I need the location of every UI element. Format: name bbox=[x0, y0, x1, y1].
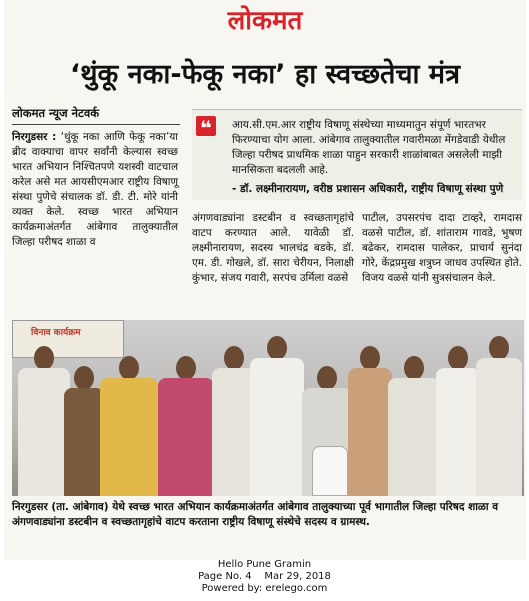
photo-dustbin bbox=[312, 446, 348, 496]
newspaper-clipping bbox=[4, 0, 526, 560]
pull-quote-attribution: - डॉ. लक्ष्मीनारायण, वरीष्ठ प्रशासन अधिकारी, राष्ट्रीय विषाणू संस्था पुणे bbox=[232, 183, 504, 195]
photo-caption: निरगुडसर (ता. आंबेगाव) येथे स्वच्छ भारत अभियान कार्यक्रमाअंतर्गत आंबेगाव तालुक्याच्या पूर्व भागातील जिल्हा परिषद शाळा व अंगणवाड्यांना डस्टबीन व स्वच्छतागृहांचे वाटप करताना राष्ट्रीय विषाणू संस्थेचे सदस्य व ग्रामस्थ. bbox=[12, 501, 499, 528]
photo-person bbox=[348, 346, 392, 496]
photo-person bbox=[436, 346, 480, 496]
pull-quote-text: आय.सी.एम.आर राष्ट्रीय विषाणू संस्थेच्या माध्यमातुन संपूर्ण भारतभर फिरण्याचा योग आला. आंबेगाव तालुक्यातील गवारीमळा मेंगडेवाडी येथील जिल्हा परीषद प्राथमिक शाळा पाहुन सरकारी शाळांबाबत असलेली माझी मानसिकता बदलली आहे. bbox=[232, 119, 506, 176]
page-footer bbox=[0, 559, 529, 595]
masthead bbox=[4, 6, 526, 36]
photo-person bbox=[64, 366, 104, 496]
article-column-3: पाटील, उपसरपंच दादा टाव्हरे, रामदास वळसे पाटील, डॉ. शांताराम गावडे, भुषण बढेकर, रामदास पालेकर, प्राचार्य सुनंदा गोरे, केंद्रप्रमुख शत्रुघ्न जाधव उपस्थित होते. विजय वळसे यांनी सुत्रसंचालन केले. bbox=[362, 212, 522, 284]
footer-edition: Hello Pune Gramin bbox=[217, 559, 312, 570]
photo-person bbox=[250, 336, 304, 496]
article-column-1-text: ‘थुंकू नका आणि फेकू नका’या ब्रीद वाक्याचा वापर सर्वांनी केल्यास स्वच्छ भारत अभियान निश्चितपणे यशस्वी वाटचाल करेल असे मत आयसीएमआर राष्ट्रीय विषाणू संस्था पुणेचे संचालक डॉ. डी. टी. मोरे यांनी व्यक्त केले. स्वच्छ भारत अभियान कार्यक्रमाअंतर्गत आंबेगाव तालुक्यातील जिल्हा परीषद शाळा व bbox=[12, 131, 178, 248]
article-column-2: अंगणवाड्यांना डस्टबीन व स्वच्छतागृहांचे वाटप करण्यात आले. यावेळी डॉ. लक्ष्मीनारायण, सदस्य भालचंद्र बडके, डॉ. एम. डी. गोखले, डॉ. सारा चेरीयन, निलाक्षी कुंभार, संजय गवारी, सरपंच उर्मिला वळसे bbox=[192, 212, 354, 284]
pull-quote bbox=[192, 109, 522, 200]
footer-powered-by: Powered by: erelego.com bbox=[201, 583, 328, 594]
dateline-place: निरगुडसर : bbox=[12, 131, 57, 143]
photo-person bbox=[388, 356, 440, 496]
photo-person bbox=[476, 336, 522, 496]
photo-person bbox=[158, 356, 214, 496]
headline: ‘थुंकू नका-फेकू नका’ हा स्वच्छतेचा मंत्र bbox=[70, 59, 460, 90]
lokmat-logo: लोकमत bbox=[227, 6, 303, 36]
byline: लोकमत न्यूज नेटवर्क bbox=[12, 106, 100, 120]
quote-mark-icon: ❝ bbox=[196, 116, 216, 136]
footer-page-date: Page No. 4 Mar 29, 2018 bbox=[198, 571, 331, 582]
article-column-1 bbox=[12, 130, 178, 250]
event-photo bbox=[12, 320, 524, 496]
photo-person bbox=[18, 346, 70, 496]
byline-divider bbox=[12, 124, 180, 125]
photo-person bbox=[100, 356, 158, 496]
photo-banner-text: विनाव कार्यक्रम bbox=[31, 328, 81, 338]
